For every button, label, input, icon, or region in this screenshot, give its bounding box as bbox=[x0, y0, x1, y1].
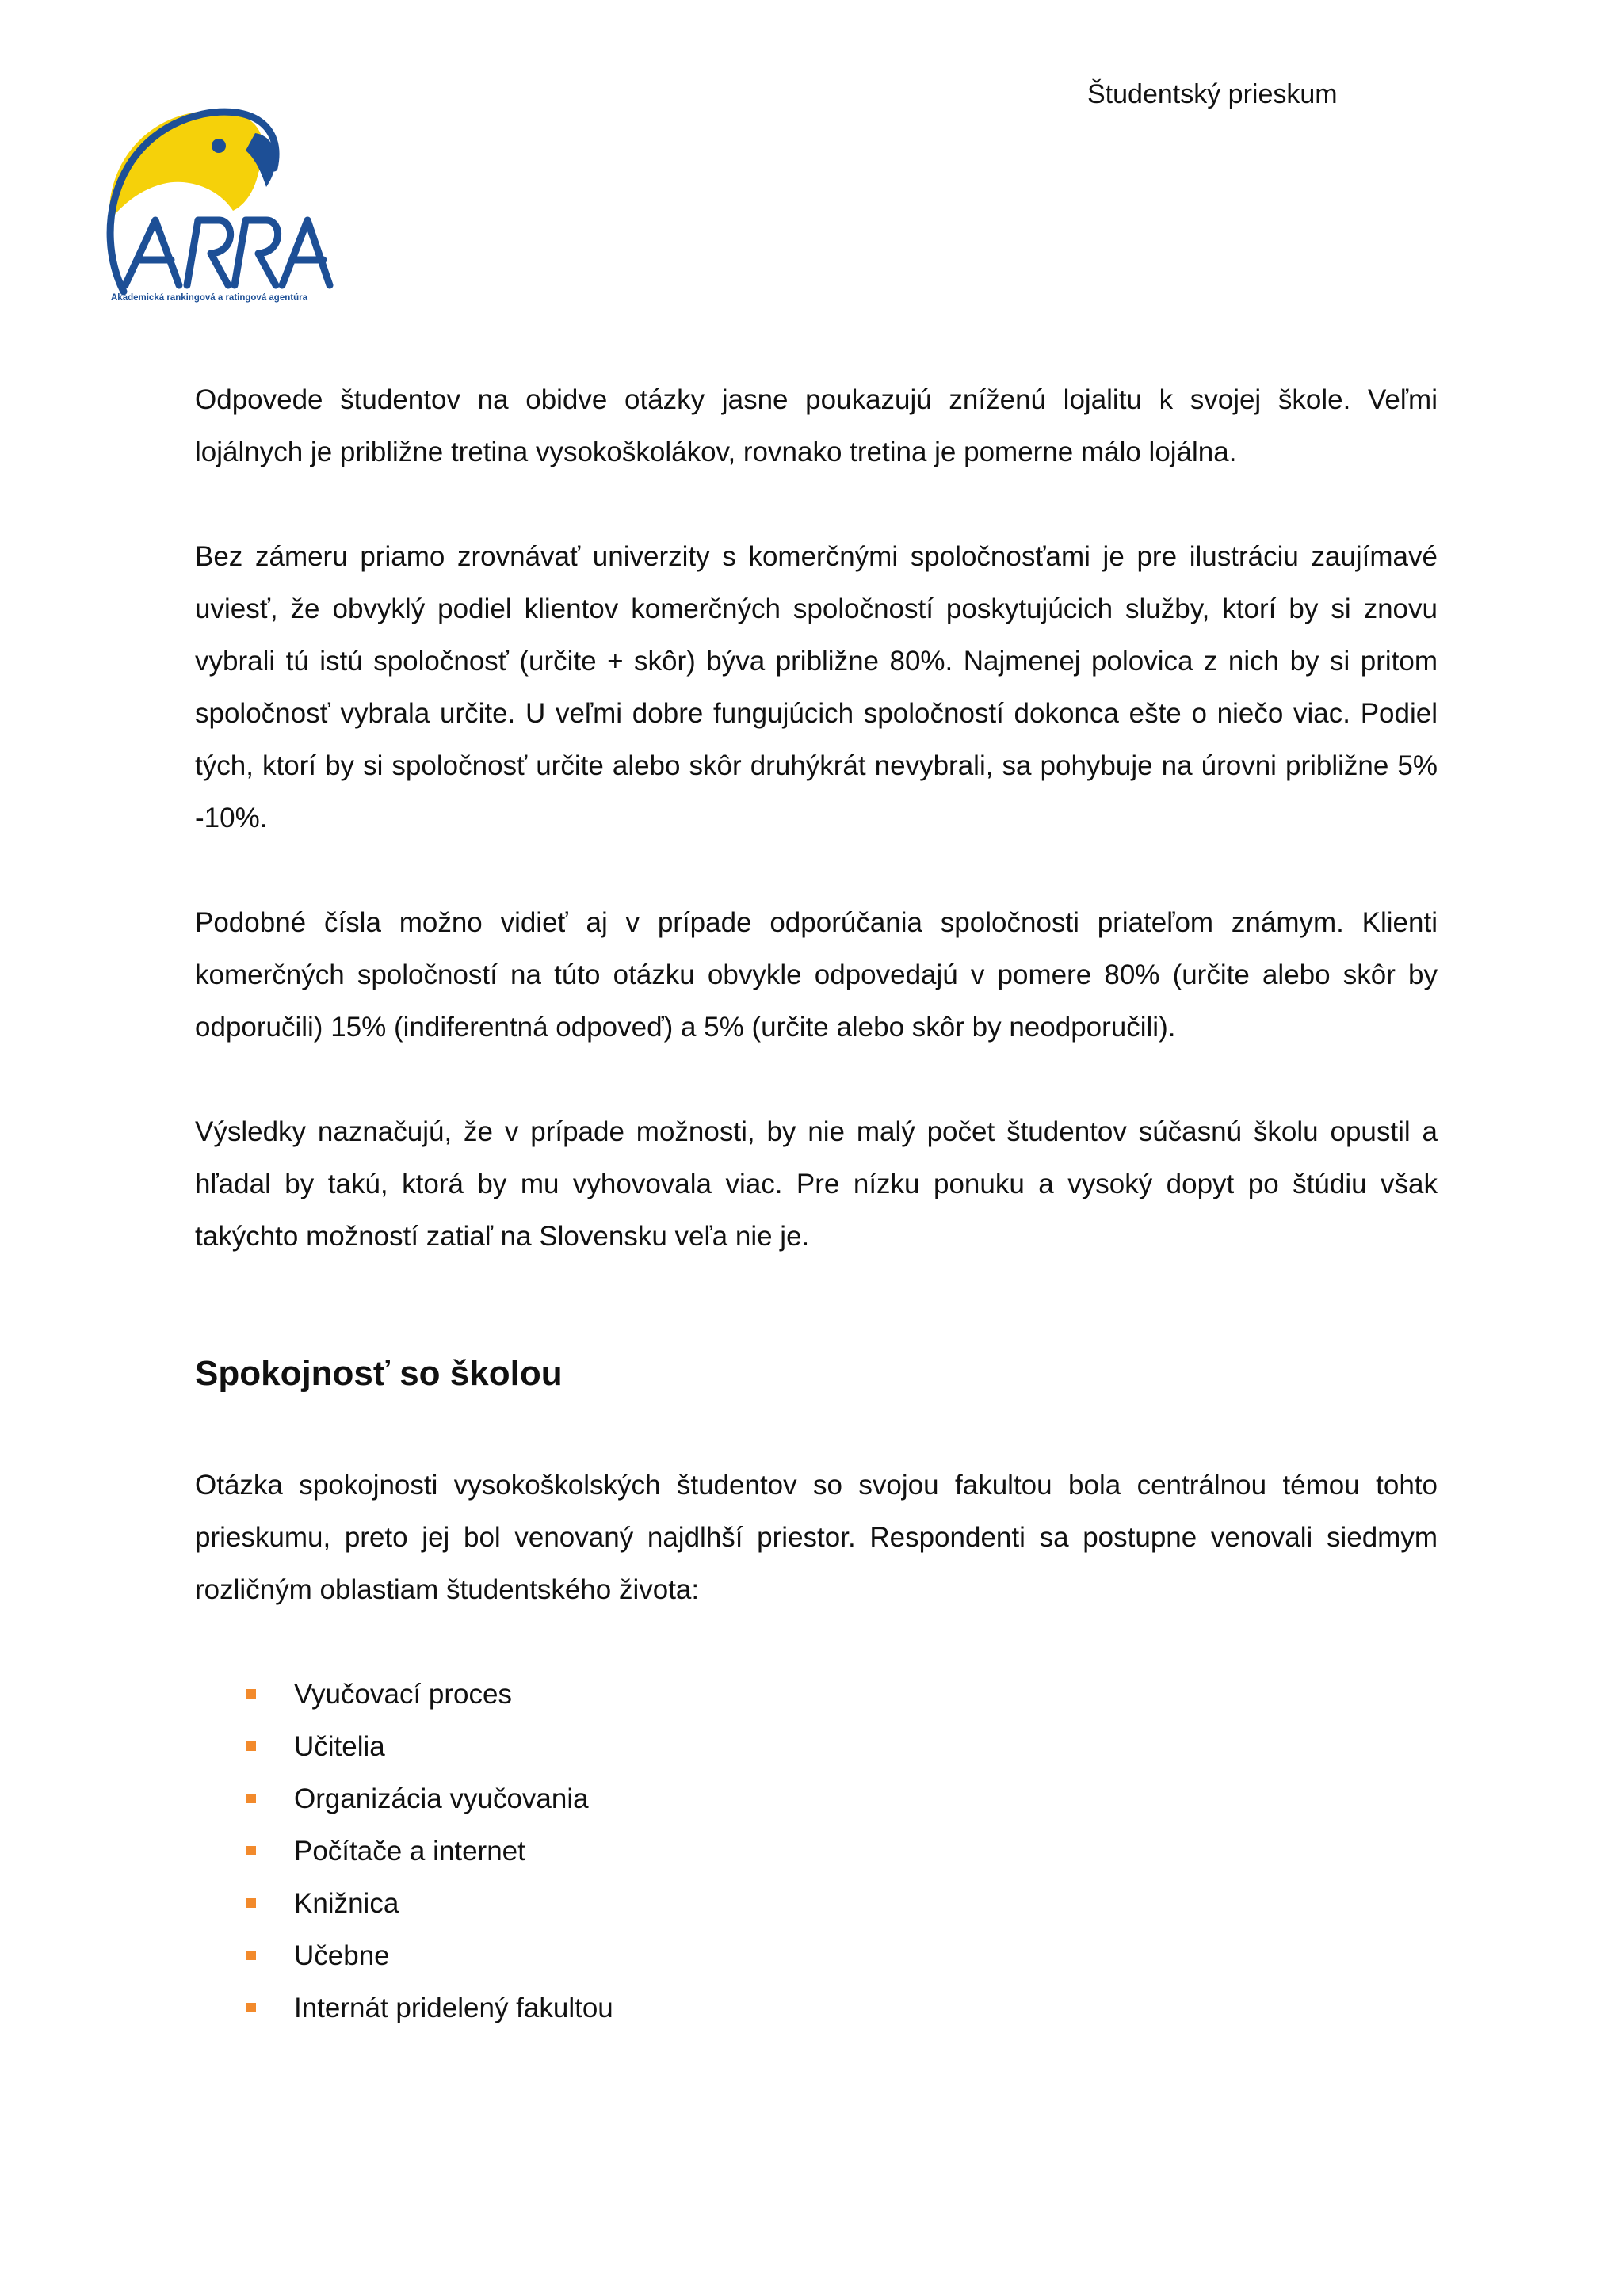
paragraph-commercial-comparison: Bez zámeru priamo zrovnávať univerzity s komerčnými spoločnosťami je pre ilustráciu zaujímavé uviesť, že obvyklý podiel klientov komerčných spoločností poskytujúcich služby, ktorí by si znovu vybrali tú istú spoločnosť (určite + skôr) býva približne 80%. Najmenej polovica z nich by si pritom spoločnosť vybrala určite. U veľmi dobre fungujúcich spoločností dokonca ešte o niečo viac. Podiel tých, ktorí by si spoločnosť určite alebo skôr druhýkrát nevybrali, sa pohybuje na úrovni približne 5% -10%. bbox=[195, 541, 1438, 833]
list-item bbox=[294, 1773, 1438, 1825]
bullet-square-icon bbox=[246, 1898, 256, 1908]
list-item-label: Počítače a internet bbox=[294, 1836, 525, 1867]
list-item-label: Vyučovací proces bbox=[294, 1679, 512, 1710]
paragraph-recommendation: Podobné čísla možno vidieť aj v prípade odporúčania spoločnosti priateľom známym. Klienti komerčných spoločností na túto otázku obvykle odpovedajú v pomere 80% (určite alebo skôr by odporučili) 15% (indiferentná odpoveď) a 5% (určite alebo skôr by neodporučili). bbox=[195, 907, 1438, 1043]
bullet-square-icon bbox=[246, 1689, 256, 1699]
paragraph-results: Výsledky naznačujú, že v prípade možnosti, by nie malý počet študentov súčasnú školu opustil a hľadal by takú, ktorá by mu vyhovovala viac. Pre nízku ponuku a vysoký dopyt po štúdiu však takýchto možností zatiaľ na Slovensku veľa nie je. bbox=[195, 1116, 1438, 1252]
list-item-label: Knižnica bbox=[294, 1888, 399, 1919]
list-item bbox=[294, 1982, 1438, 2035]
section-heading: Spokojnosť so školou bbox=[195, 1354, 563, 1393]
header-title: Študentský prieskum bbox=[1087, 79, 1338, 109]
list-item-label: Učitelia bbox=[294, 1731, 385, 1762]
list-item bbox=[294, 1878, 1438, 1930]
document-body bbox=[195, 374, 1438, 2035]
bullet-square-icon bbox=[246, 1951, 256, 1960]
list-item-label: Učebne bbox=[294, 1940, 390, 1971]
list-item-label: Internát pridelený fakultou bbox=[294, 1993, 613, 2023]
list-item bbox=[294, 1825, 1438, 1878]
arra-logo bbox=[100, 101, 338, 309]
list-item bbox=[294, 1930, 1438, 1982]
list-item bbox=[294, 1721, 1438, 1773]
list-item-label: Organizácia vyučovania bbox=[294, 1783, 589, 1814]
list-item bbox=[294, 1669, 1438, 1721]
bullet-square-icon bbox=[246, 1794, 256, 1803]
areas-list bbox=[195, 1669, 1438, 2035]
logo-tagline: Akademická rankingová a ratingová agentúra bbox=[111, 293, 307, 303]
bullet-square-icon bbox=[246, 1846, 256, 1855]
section-intro: Otázka spokojnosti vysokoškolských študentov so svojou fakultou bola centrálnou témou tohto prieskumu, preto jej bol venovaný najdlhší priestor. Respondenti sa postupne venovali siedmym rozličným oblastiam študentského života: bbox=[195, 1470, 1438, 1605]
bullet-square-icon bbox=[246, 2003, 256, 2012]
paragraph-loyalty: Odpovede študentov na obidve otázky jasne poukazujú zníženú lojalitu k svojej škole. Veľmi lojálnych je približne tretina vysokoškolákov, rovnako tretina je pomerne málo lojálna. bbox=[195, 384, 1438, 467]
bullet-square-icon bbox=[246, 1741, 256, 1751]
parrot-logo-icon bbox=[100, 101, 338, 309]
